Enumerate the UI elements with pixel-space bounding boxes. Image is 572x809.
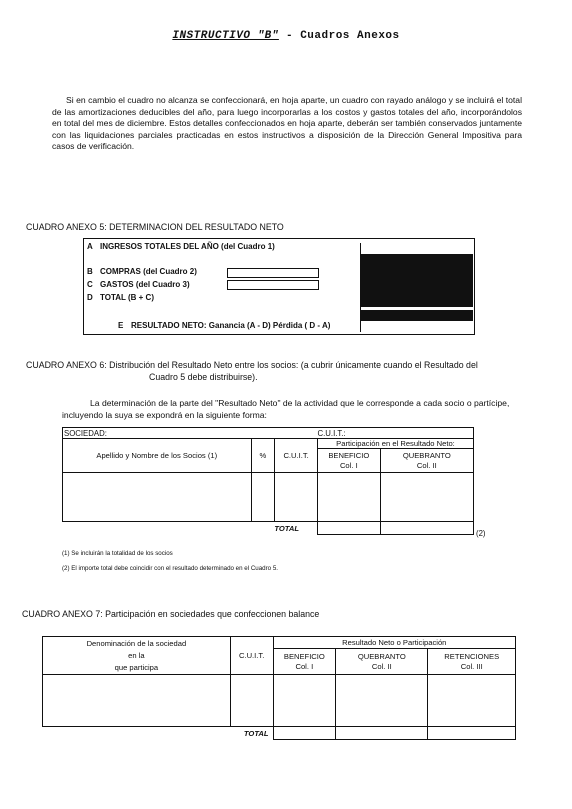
- denominacion-line-3: que participa: [114, 663, 159, 672]
- cuit-cell[interactable]: [317, 428, 473, 439]
- cuadro5-row-d: [87, 293, 154, 302]
- sociedad-cell[interactable]: [63, 428, 318, 439]
- cuit-data-cell[interactable]: [275, 473, 318, 522]
- total-beneficio-cell[interactable]: [317, 522, 380, 535]
- title-cuadros-anexos: - Cuadros Anexos: [286, 30, 400, 42]
- total-reference: (2): [476, 529, 486, 538]
- row-e-label: RESULTADO NETO: Ganancia (A - D) Pérdida ( D - A): [131, 321, 331, 330]
- participacion-header: Participación en el Resultado Neto:: [317, 439, 473, 449]
- col-denominacion-header: [43, 637, 231, 675]
- denominacion-cell[interactable]: [43, 675, 231, 727]
- cuadro5-heading: CUADRO ANEXO 5: DETERMINACION DEL RESULTADO NETO: [26, 222, 284, 232]
- footnote-2: (2) El importe total debe coincidir con el resultado determinado en el Cuadro 5.: [62, 565, 278, 572]
- cuit-data-cell[interactable]: [230, 675, 273, 727]
- footnote-1: (1) Se incluirán la totalidad de los socios: [62, 550, 173, 557]
- cuadro5-amount-column: [360, 243, 473, 332]
- ingresos-amount-box[interactable]: [361, 243, 473, 255]
- row-c-label: GASTOS (del Cuadro 3): [100, 280, 190, 289]
- quebranto-label: QUEBRANTO: [402, 450, 451, 460]
- beneficio-cell[interactable]: [273, 675, 336, 727]
- total-retenciones-cell[interactable]: [428, 727, 516, 740]
- shaded-block: [361, 255, 473, 307]
- total-quebranto-cell[interactable]: [380, 522, 473, 535]
- total-label: TOTAL: [243, 728, 269, 738]
- pct-cell[interactable]: [251, 473, 275, 522]
- nombre-cell[interactable]: [63, 473, 252, 522]
- cuadro6-heading: CUADRO ANEXO 6: Distribución del Resultado Neto entre los socios: (a cubrir únicamente cuando el Resultado del: [26, 360, 478, 370]
- retenciones-col-sub: Col. III: [460, 661, 483, 671]
- cuadro6-heading-cont: Cuadro 5 debe distribuirse).: [149, 372, 258, 382]
- quebranto-label: QUEBRANTO: [357, 651, 406, 661]
- cuadro6-table: [62, 427, 474, 535]
- page-title: [0, 30, 572, 42]
- col-cuit-header: C.U.I.T.: [230, 637, 273, 675]
- col-cuit-header: C.U.I.T.: [275, 439, 318, 473]
- col-quebranto-header: [380, 449, 473, 473]
- beneficio-cell[interactable]: [317, 473, 380, 522]
- row-c-letter: C: [87, 280, 93, 289]
- compras-input-box[interactable]: [227, 268, 319, 278]
- quebranto-col-sub: Col. II: [371, 661, 392, 671]
- cuadro7-heading: CUADRO ANEXO 7: Participación en sociedades que confeccionen balance: [22, 609, 320, 619]
- row-d-label: TOTAL (B + C): [100, 293, 154, 302]
- col-quebranto-header: [336, 649, 428, 675]
- beneficio-col-sub: Col. I: [295, 661, 314, 671]
- cuadro5-row-a: [87, 242, 275, 251]
- retenciones-label: RETENCIONES: [444, 651, 500, 661]
- row-d-letter: D: [87, 293, 93, 302]
- total-quebranto-cell[interactable]: [336, 727, 428, 740]
- col-pct-header: %: [251, 439, 275, 473]
- col-beneficio-header: [317, 449, 380, 473]
- intro-paragraph: Si en cambio el cuadro no alcanza se confeccionará, en hoja aparte, un cuadro con rayado análogo y se incluirá el total de las amortizaciones deducibles del año, para luego incorporarlas a los costos y gastos totales del año, incorporándolos en total del mes de diciembre. Estos detalles confeccionados en hoja aparte, deberán ser también conservados juntamente con las liquidaciones parciales practicadas en estos instructivos a disposición de la Dirección General Impositiva para casos de verificación.: [52, 95, 522, 151]
- row-e-letter: E: [118, 321, 124, 330]
- resultado-amount-box[interactable]: [361, 320, 473, 332]
- total-beneficio-cell[interactable]: [273, 727, 336, 740]
- quebranto-cell[interactable]: [380, 473, 473, 522]
- row-a-letter: A: [87, 242, 93, 251]
- col-nombre-header: Apellido y Nombre de los Socios (1): [63, 439, 252, 473]
- total-label: TOTAL: [274, 523, 299, 533]
- cuadro6-paragraph: La determinación de la parte del "Resultado Neto" de la actividad que le corresponde a cada socio o partícipe, incluyendo la suya se expondrá en la siguiente forma:: [62, 398, 510, 420]
- cuadro5-row-b: [87, 267, 197, 276]
- col-beneficio-header: [273, 649, 336, 675]
- beneficio-label: BENEFICIO: [283, 651, 325, 661]
- resultado-header: Resultado Neto o Participación: [273, 637, 515, 649]
- denominacion-line-1: Denominación de la sociedad: [86, 639, 187, 648]
- quebranto-cell[interactable]: [336, 675, 428, 727]
- cuadro7-table: [42, 636, 516, 740]
- cuadro5-row-c: [87, 280, 190, 289]
- quebranto-col-sub: Col. II: [416, 460, 437, 470]
- sociedad-label: SOCIEDAD:: [64, 428, 107, 438]
- shaded-block-2: [361, 310, 473, 320]
- beneficio-label: BENEFICIO: [328, 450, 370, 460]
- denominacion-line-2: en la: [128, 651, 145, 660]
- col-retenciones-header: [428, 649, 516, 675]
- cuit-label: C.U.I.T.:: [317, 428, 346, 438]
- row-a-label: INGRESOS TOTALES DEL AÑO (del Cuadro 1): [100, 242, 275, 251]
- beneficio-col-sub: Col. I: [339, 460, 358, 470]
- cuadro5-row-e: [118, 321, 330, 330]
- gastos-input-box[interactable]: [227, 280, 319, 290]
- cuadro5-box: [83, 238, 475, 335]
- retenciones-cell[interactable]: [428, 675, 516, 727]
- title-instructivo: INSTRUCTIVO "B": [172, 30, 279, 42]
- row-b-letter: B: [87, 267, 93, 276]
- row-b-label: COMPRAS (del Cuadro 2): [100, 267, 197, 276]
